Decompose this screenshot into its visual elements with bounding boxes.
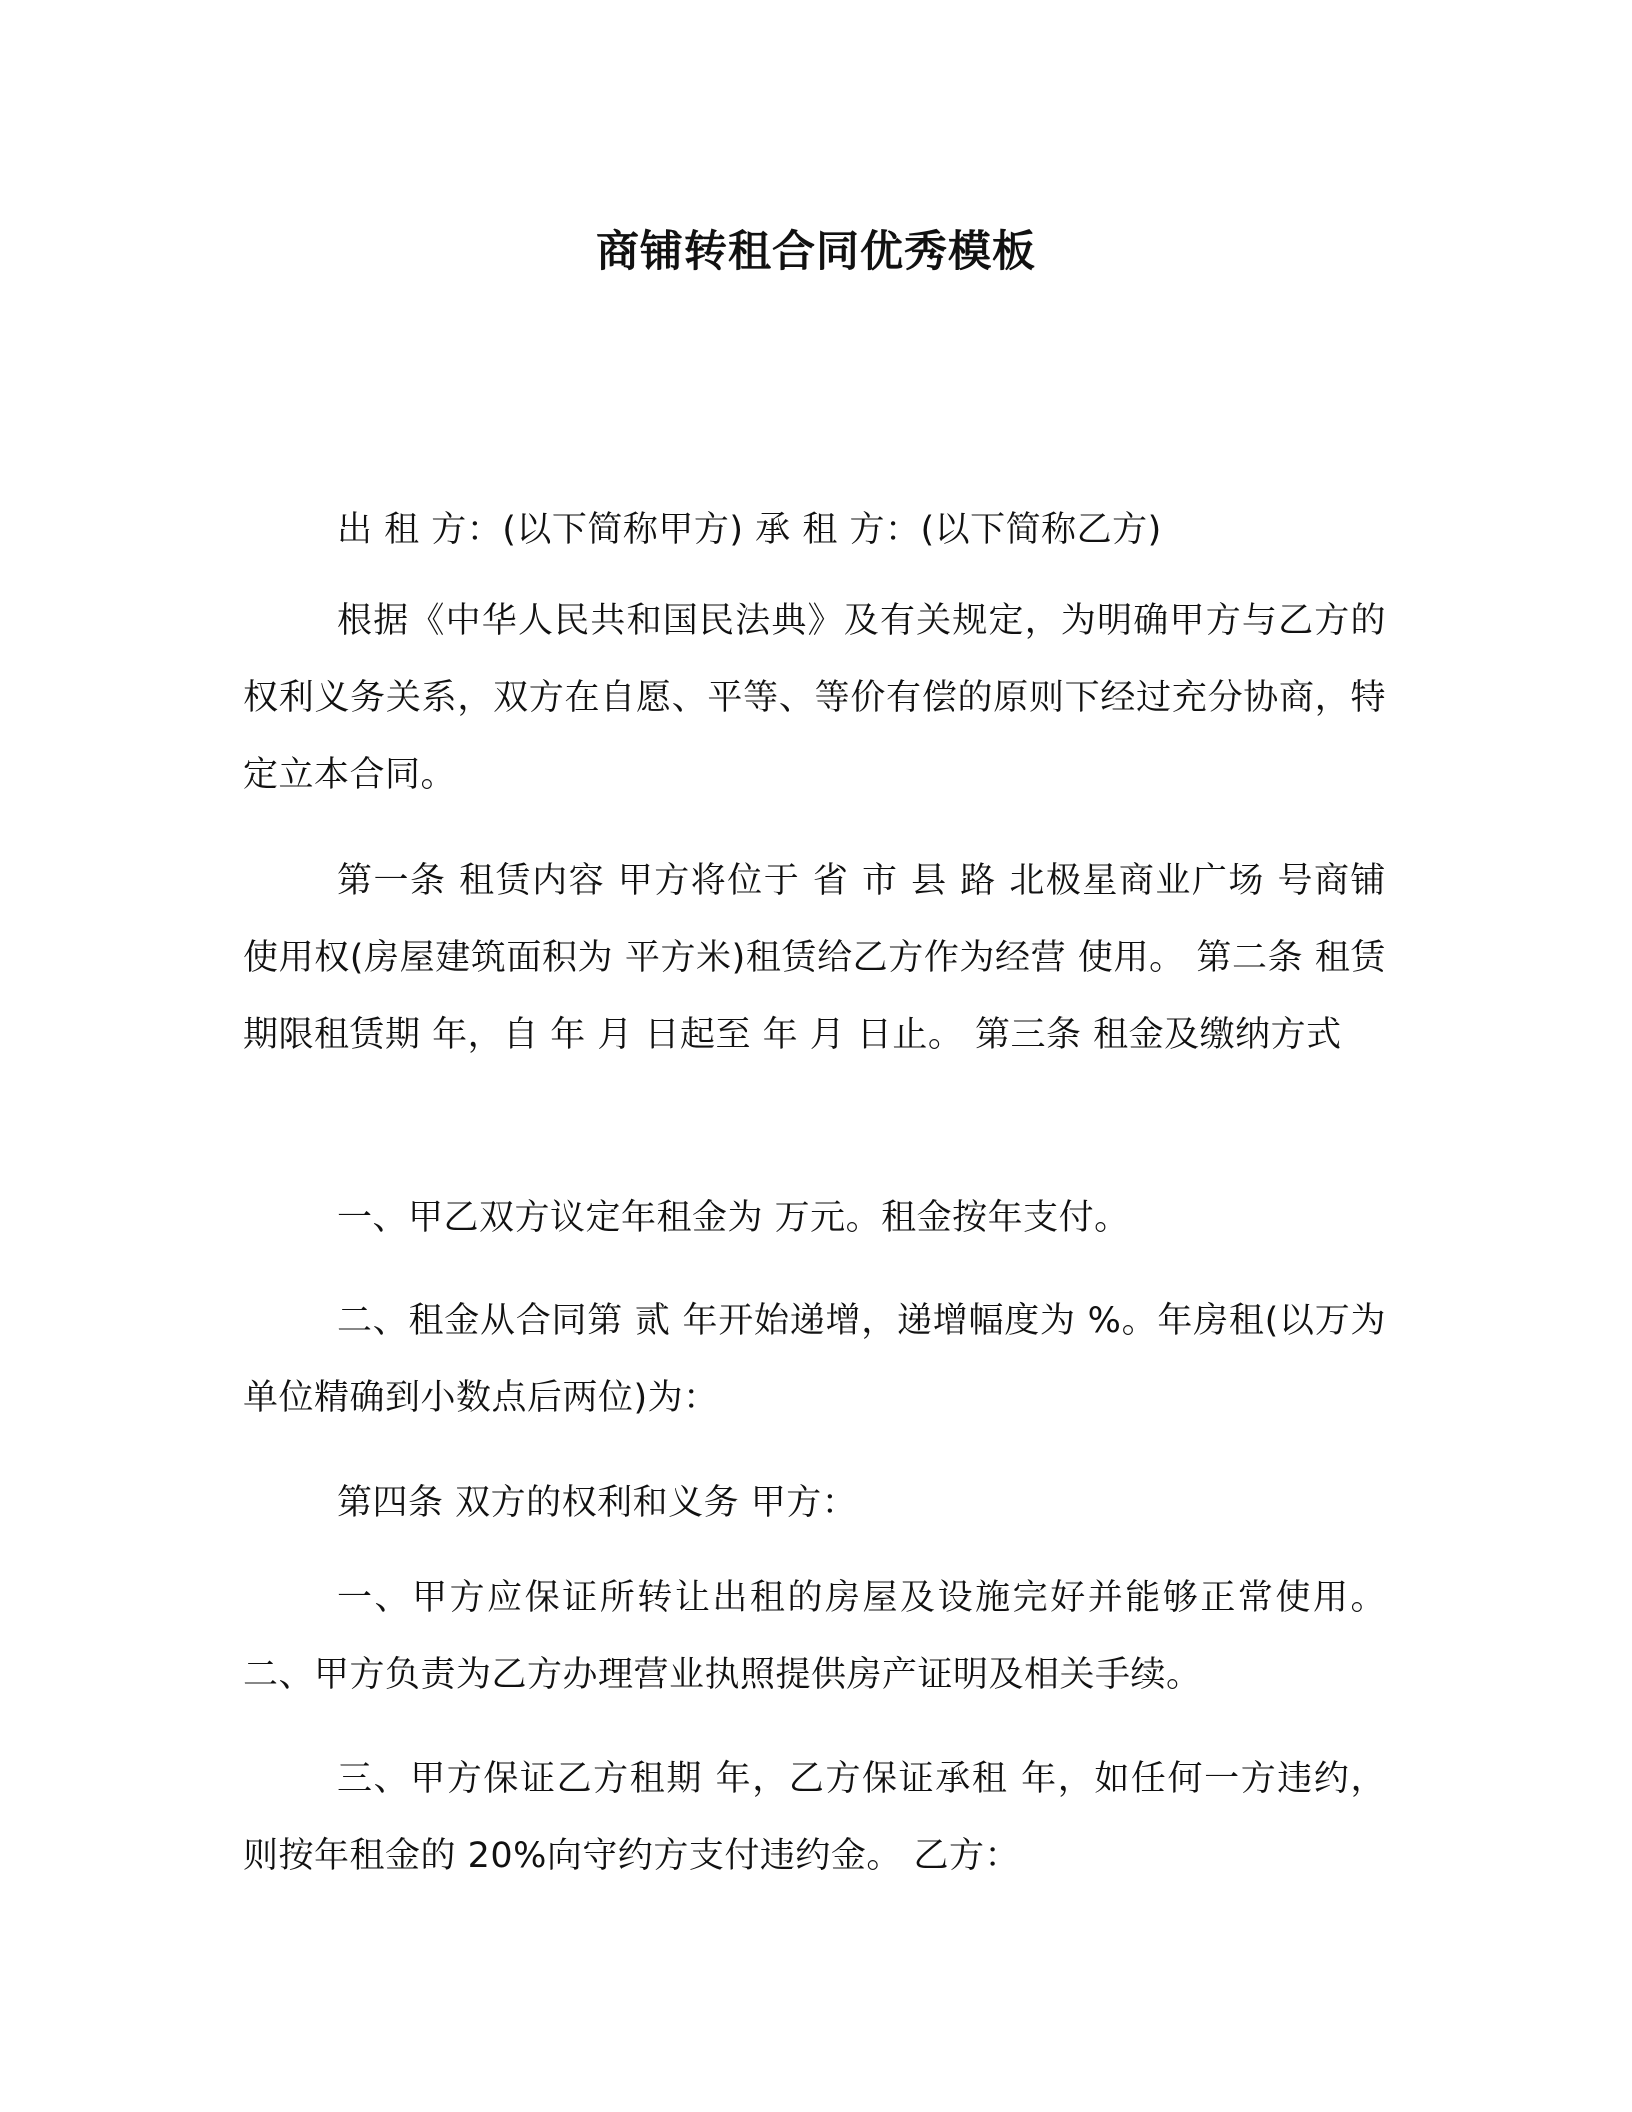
rent-item-1-paragraph: 一、甲乙双方议定年租金为 万元。租金按年支付。 (337, 1198, 1130, 1238)
rent-item-2-paragraph: 二、租金从合同第 贰 年开始递增，递增幅度为 %。年房租(以万为单位精确到小数点后两位)为： (243, 1301, 1386, 1418)
document-title: 商铺转租合同优秀模板 (596, 227, 1036, 277)
parties-paragraph: 出 租 方：(以下简称甲方) 承 租 方：(以下简称乙方) (337, 510, 1162, 550)
lease-term-guarantee-paragraph: 三、甲方保证乙方租期 年，乙方保证承租 年，如任何一方违约，则按年租金的 20%向守约方支付违约金。 乙方： (243, 1759, 1386, 1876)
preamble-paragraph: 根据《中华人民共和国民法典》及有关规定，为明确甲方与乙方的权利义务关系，双方在自愿、平等、等价有偿的原则下经过充分协商，特定立本合同。 (243, 601, 1386, 795)
party-a-obligations-paragraph: 一、甲方应保证所转让出租的房屋及设施完好并能够正常使用。 二、甲方负责为乙方办理营业执照提供房产证明及相关手续。 (243, 1578, 1386, 1695)
article-1-3-paragraph: 第一条 租赁内容 甲方将位于 省 市 县 路 北极星商业广场 号商铺使用权(房屋建筑面积为 平方米)租赁给乙方作为经营 使用。 第二条 租赁期限租赁期 年，自 年 月 日起至 年 月 日止。 第三条 租金及缴纳方式 (243, 861, 1386, 1055)
article-4-heading-paragraph: 第四条 双方的权利和义务 甲方： (337, 1483, 858, 1523)
